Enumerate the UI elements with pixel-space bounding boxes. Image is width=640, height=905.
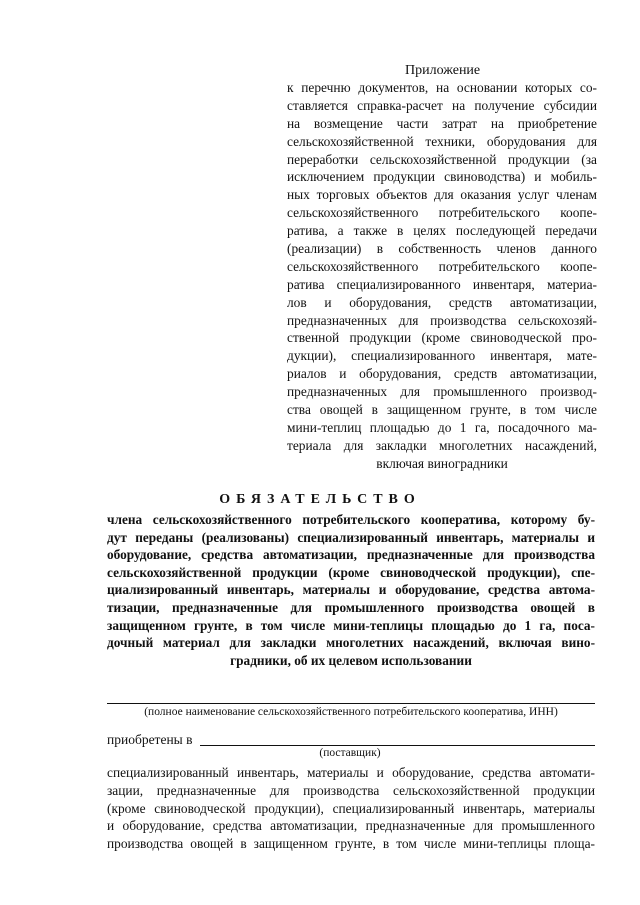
appendix-line: ратива специализированного инвентаря, материа- bbox=[287, 276, 597, 292]
obligation-line: защищенном грунте, в том числе мини-теплицы площадью до 1 га, поса- bbox=[107, 617, 595, 633]
appendix-line: сельскохозяйственной техники, оборудования для bbox=[287, 133, 597, 149]
appendix-title: Приложение bbox=[405, 63, 481, 78]
cooperative-name-caption: (полное наименование сельскохозяйственного потребительского кооператива, ИНН) bbox=[144, 706, 558, 718]
appendix-line: ных торговых объектов для оказания услуг членам bbox=[287, 187, 597, 203]
obligation-line: градники, об их целевом использовании bbox=[230, 652, 472, 668]
appendix-line: сельскохозяйственного потребительского коопе- bbox=[287, 258, 597, 274]
acquired-label: приобретены в bbox=[107, 732, 193, 747]
body-line: производства овощей в защищенном грунте, в том числе мини-теплицы площа- bbox=[107, 836, 595, 852]
obligation-line: дут переданы (реализованы) специализированный инвентарь, материалы и bbox=[107, 529, 595, 545]
obligation-line: члена сельскохозяйственного потребительского кооператива, которому бу- bbox=[107, 512, 595, 527]
appendix-line: дукции), специализированного инвентаря, мате- bbox=[287, 348, 597, 364]
obligation-subtitle bbox=[107, 511, 595, 669]
obligation-line: сельскохозяйственной продукции (кроме свиноводческой продукции), спе- bbox=[107, 564, 595, 580]
appendix-line: териала для закладки многолетних насаждений, bbox=[287, 437, 597, 453]
body-text bbox=[107, 764, 595, 853]
obligation-line: дочный материал для закладки многолетних насаждений, включая вино- bbox=[107, 635, 595, 651]
obligation-line: тизации, предназначенные для промышленного производства овощей в bbox=[107, 599, 595, 615]
body-line: и оборудование, средства автоматизации, предназначенные для промышленного bbox=[107, 818, 595, 834]
obligation-line: оборудование, средства автоматизации, предназначенные для производства bbox=[107, 547, 595, 563]
appendix-line: предназначенных для промышленного производ- bbox=[287, 384, 597, 400]
appendix-line: лов и оборудования, средств автоматизации, bbox=[287, 294, 597, 310]
appendix-line: исключением продукции свиноводства) и мобиль- bbox=[287, 169, 597, 185]
appendix-line: риалов и оборудования, средств автоматизации, bbox=[287, 366, 597, 382]
appendix-line: к перечню документов, на основании которых со- bbox=[287, 80, 597, 95]
appendix-line: ственной продукции (кроме свиноводческой про- bbox=[287, 330, 597, 346]
appendix-line: ства овощей в защищенном грунте, в том числе bbox=[287, 402, 597, 418]
supplier-caption: (поставщик) bbox=[319, 747, 381, 759]
appendix-line: переработки сельскохозяйственной продукции (за bbox=[287, 151, 597, 167]
body-line: (кроме свиноводческой продукции), специализированный инвентарь, материалы bbox=[107, 800, 595, 816]
obligation-line: циализированный инвентарь, материалы и оборудование, средства автома- bbox=[107, 582, 595, 598]
appendix-line: (реализации) в собственность членов данного bbox=[287, 241, 597, 257]
appendix-line: сельскохозяйственного потребительского коопе- bbox=[287, 205, 597, 221]
appendix-line: включая виноградники bbox=[376, 455, 508, 471]
cooperative-name-line[interactable] bbox=[107, 703, 595, 704]
appendix-line: ставляется справка-расчет на получение субсидии bbox=[287, 97, 597, 113]
appendix-line: предназначенных для производства сельскохозяй- bbox=[287, 312, 597, 328]
body-line: специализированный инвентарь, материалы и оборудование, средства автомати- bbox=[107, 765, 595, 780]
appendix-text bbox=[287, 79, 597, 473]
appendix-line: на возмещение части затрат на приобретение bbox=[287, 115, 597, 131]
obligation-heading: ОБЯЗАТЕЛЬСТВО bbox=[219, 492, 421, 507]
body-line: зации, предназначенные для производства сельскохозяйственной продукции bbox=[107, 782, 595, 798]
appendix-line: ратива, а также в целях последующей передачи bbox=[287, 223, 597, 239]
appendix-line: мини-теплиц площадью до 1 га, посадочного ма- bbox=[287, 419, 597, 435]
